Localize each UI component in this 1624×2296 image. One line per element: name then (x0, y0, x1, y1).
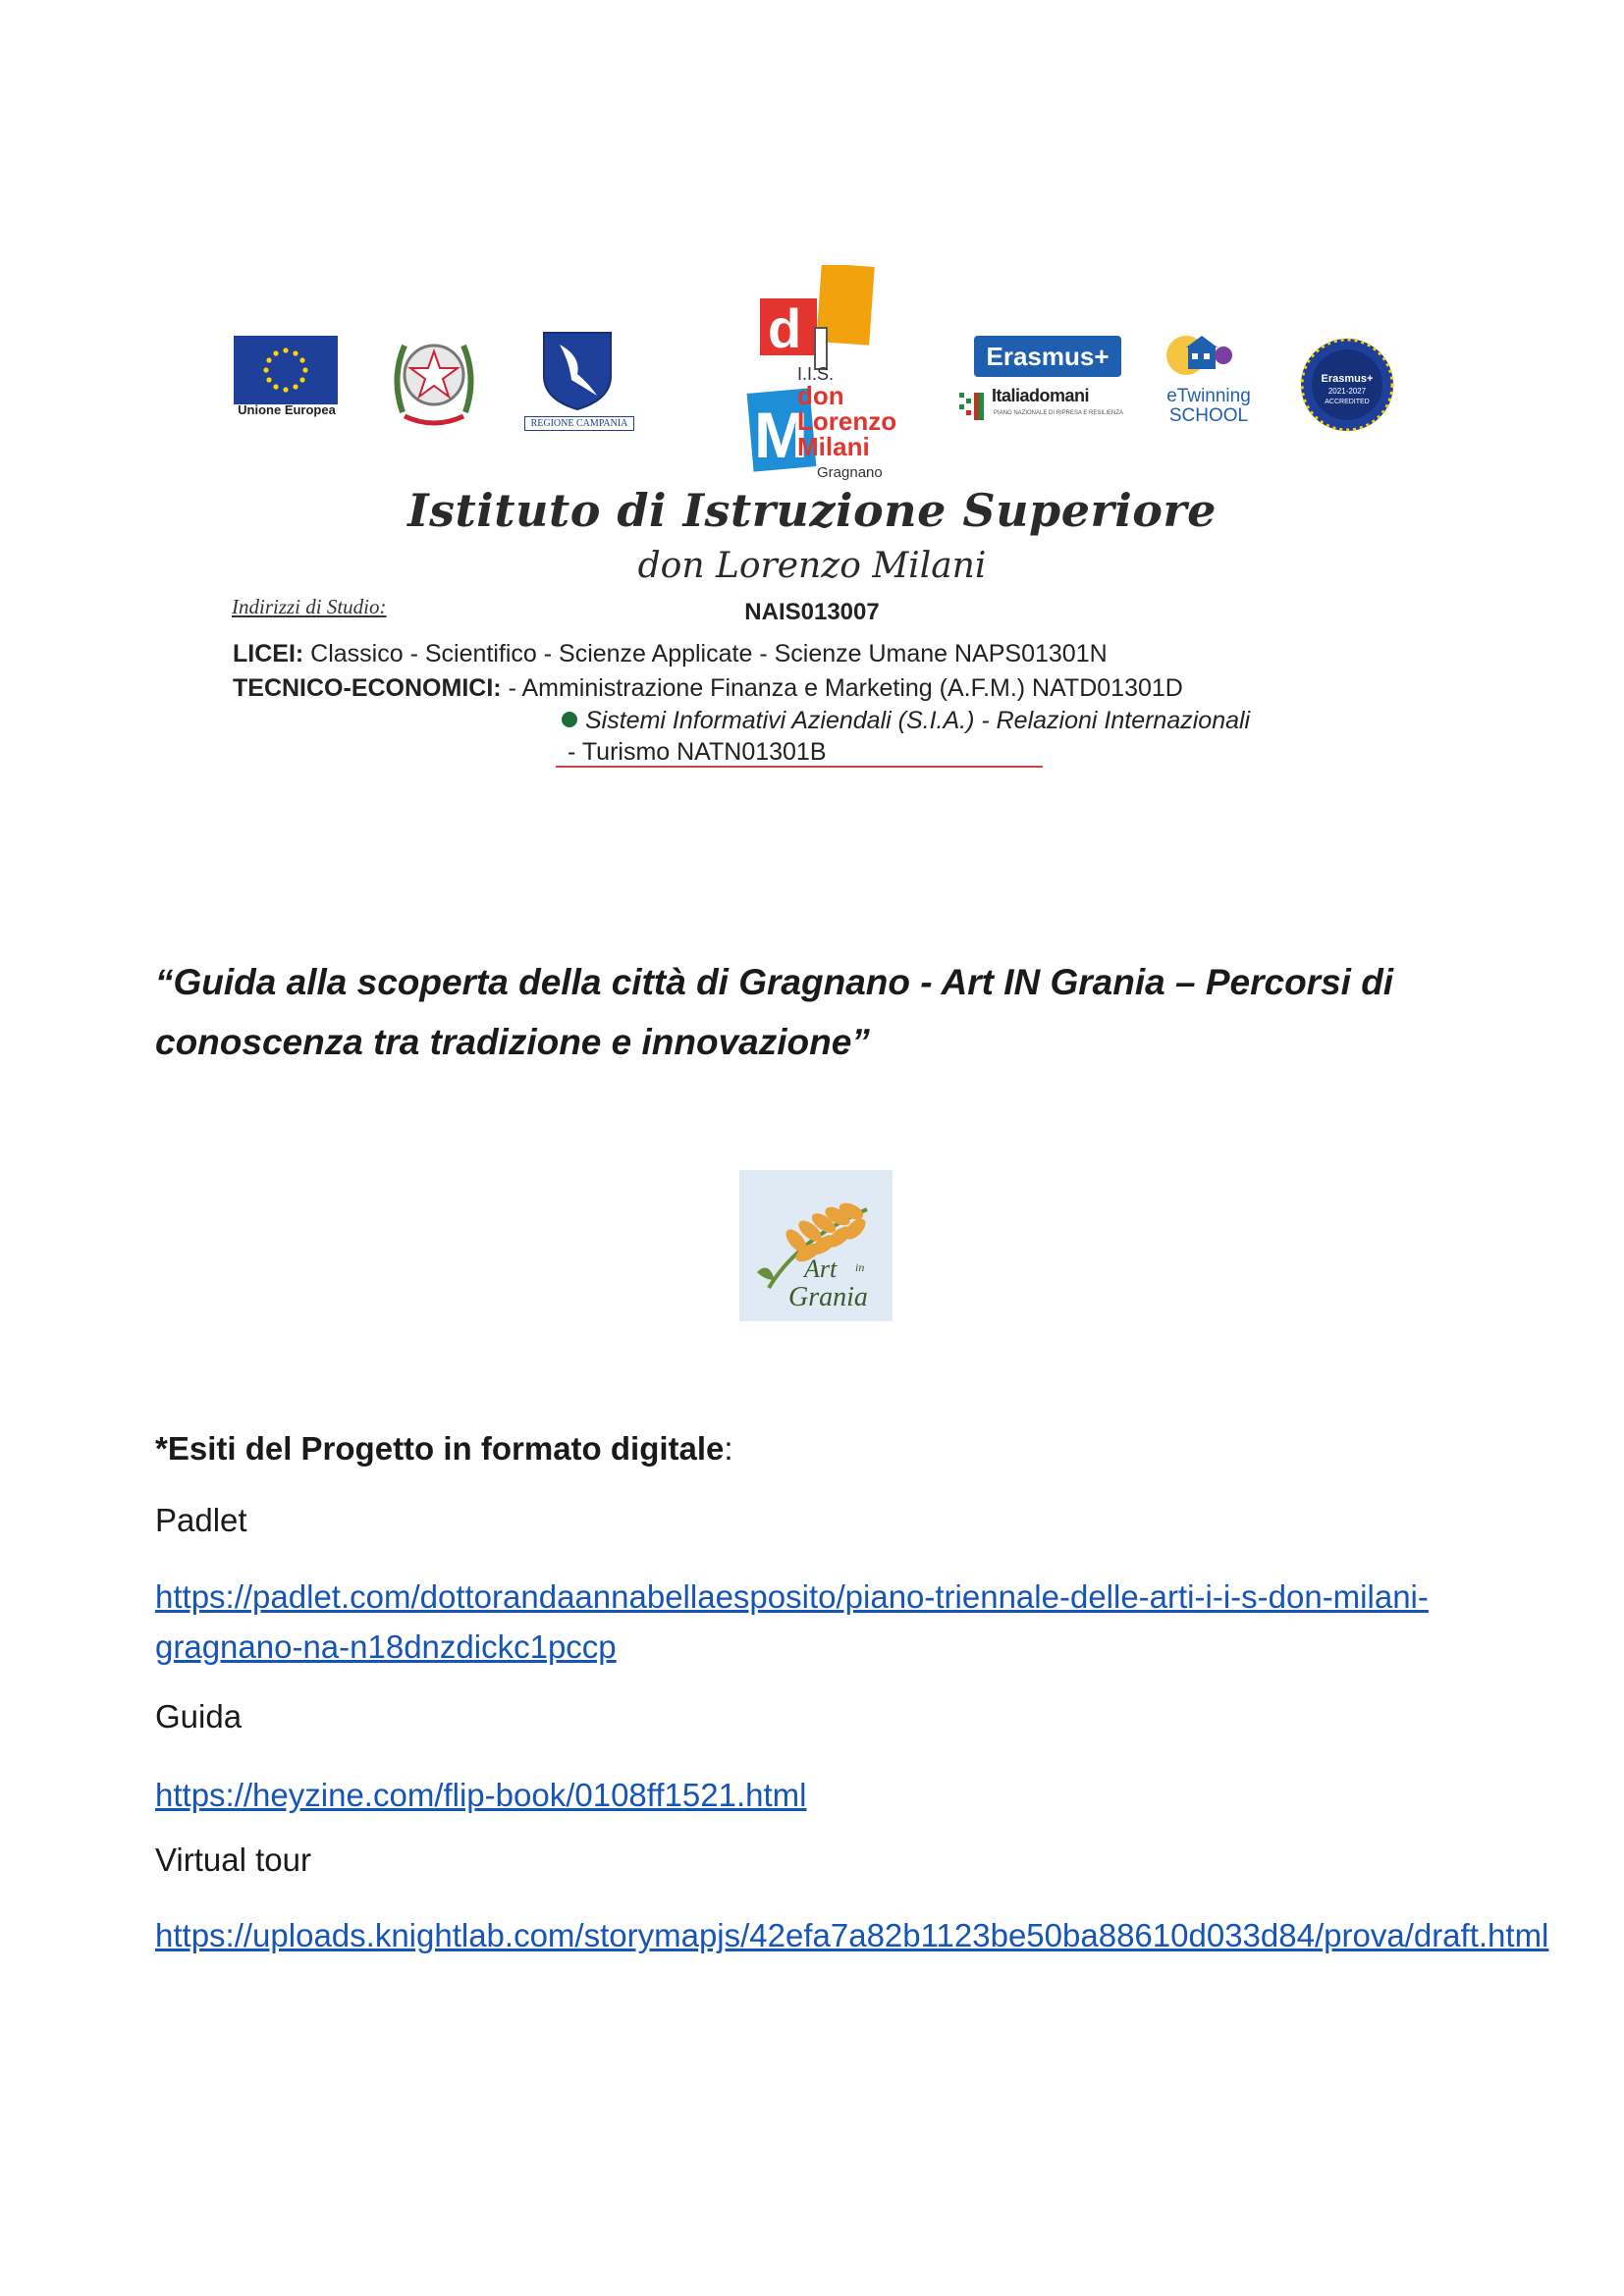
eu-stars-icon (234, 336, 338, 404)
logo-grania: Grania (788, 1282, 868, 1312)
school-name-1: don (797, 381, 844, 410)
bullet-dot-icon (562, 712, 577, 727)
results-heading-colon: : (724, 1430, 733, 1467)
logo-art: Art (804, 1255, 838, 1283)
virtual-tour-link[interactable]: https://uploads.knightlab.com/storymapjs/42efa7a82b1123be50ba88610d033d84/prova/draft.html (155, 1917, 1549, 1953)
italiadomani-logo: Italiadomani (992, 386, 1090, 405)
eu-label: Unione Europea (238, 402, 336, 417)
eu-flag-logo (234, 336, 338, 404)
school-iis: I.I.S. (797, 364, 835, 384)
turismo-row: - Turismo NATN01301B (568, 738, 827, 766)
results-heading (155, 1430, 733, 1468)
etwinning-label (1155, 387, 1263, 426)
italian-republic-emblem-icon (385, 324, 483, 432)
pixel-dots-icon (957, 389, 987, 422)
school-name-2: Lorenzo (797, 406, 897, 436)
svg-text:Erasmus+: Erasmus+ (1321, 373, 1374, 385)
tecnico-text: - Amministrazione Finanza e Marketing (A.F.M.) NATD01301D (508, 674, 1183, 702)
padlet-label: Padlet (155, 1502, 247, 1538)
campania-shield-icon (538, 327, 617, 413)
sia-text: Sistemi Informativi Aziendali (S.I.A.) - Relazioni Internazionali (585, 707, 1251, 734)
results-heading-star: * (155, 1430, 168, 1467)
svg-text:M: M (754, 399, 808, 471)
institute-code: NAIS013007 (744, 599, 880, 625)
svg-text:2021-2027: 2021-2027 (1327, 387, 1367, 396)
institute-title: Istituto di Istruzione Superiore (407, 484, 1217, 537)
padlet-link[interactable]: https://padlet.com/dottorandaannabellaesposito/piano-triennale-delle-arti-i-i-s-don-milani-gragnano-na-n18dnzdickc1pccp (155, 1578, 1429, 1665)
guida-label: Guida (155, 1698, 243, 1735)
logo-in: in (855, 1260, 865, 1274)
school-name-3: Milani (797, 432, 870, 461)
erasmus-accredited-seal-icon (1299, 337, 1395, 433)
etwinning-school-icon (1164, 330, 1235, 385)
school-name-block (797, 365, 896, 480)
erasmus-logo: Erasmus+ (974, 336, 1121, 377)
italiadomani-sub: PIANO NAZIONALE DI RIPRESA E RESILIENZA (994, 410, 1124, 416)
guida-link[interactable]: https://heyzine.com/flip-book/0108ff1521.html (155, 1777, 807, 1813)
licei-label: LICEI: (233, 640, 304, 667)
sia-row (562, 707, 1250, 735)
header-divider (556, 766, 1043, 768)
school-city: Gragnano (817, 464, 883, 481)
svg-text:ACCREDITED: ACCREDITED (1325, 399, 1370, 405)
etwinning-line1: eTwinning (1166, 386, 1251, 406)
campania-label: REGIONE CAMPANIA (524, 416, 634, 431)
study-paths-label: Indirizzi di Studio: (232, 595, 387, 618)
svg-text:d: d (768, 297, 802, 359)
virtual-tour-label: Virtual tour (155, 1842, 311, 1878)
institute-subtitle: don Lorenzo Milani (637, 546, 987, 586)
results-heading-text: Esiti del Progetto in formato digitale (167, 1430, 725, 1467)
licei-text: Classico - Scientifico - Scienze Applicate - Scienze Umane NAPS01301N (310, 640, 1108, 667)
tecnico-row (233, 674, 1183, 703)
licei-row (233, 640, 1108, 668)
tecnico-label: TECNICO-ECONOMICI: (233, 674, 502, 702)
art-in-grania-logo (739, 1170, 893, 1321)
etwinning-line2: SCHOOL (1168, 404, 1249, 426)
document-title: “Guida alla scoperta della città di Gragnano - Art IN Grania – Percorsi di conoscenza tra tradizione e innovazione” (155, 962, 1394, 1062)
